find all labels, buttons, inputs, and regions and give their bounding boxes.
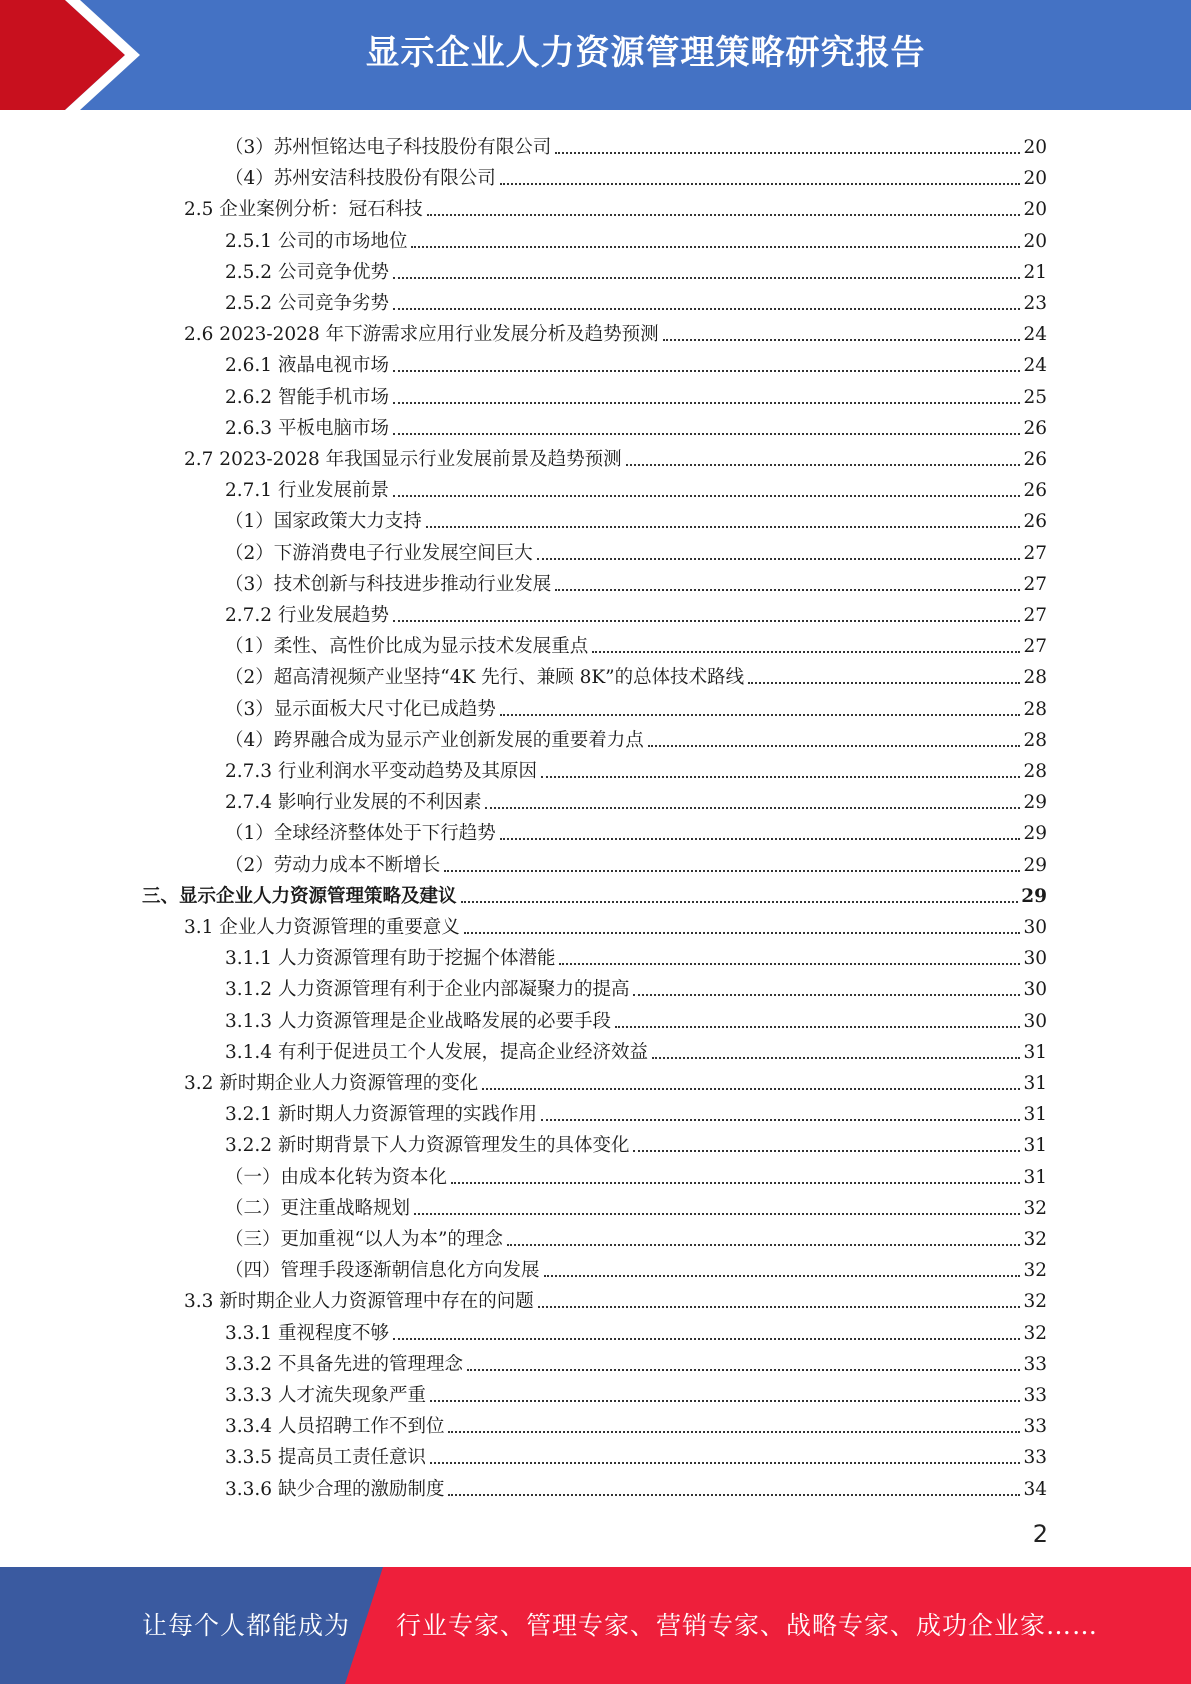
toc-entry-page: 20 <box>1023 230 1047 252</box>
toc-entry[interactable] <box>225 1095 1047 1126</box>
toc-entry-page: 20 <box>1023 199 1047 221</box>
toc-entry-title: 3.3.3 人才流失现象严重 <box>225 1385 426 1406</box>
toc-entry-page: 33 <box>1023 1385 1047 1406</box>
toc-entry-title: 2.6.1 液晶电视市场 <box>225 355 389 377</box>
toc-entry-title: 3.1.3 人力资源管理是企业战略发展的必要手段 <box>225 1010 611 1032</box>
toc-entry-page: 31 <box>1023 1104 1047 1126</box>
toc-entry[interactable] <box>225 409 1047 440</box>
toc-entry-page: 26 <box>1023 480 1047 502</box>
toc-entry-page: 27 <box>1023 573 1047 595</box>
toc-entry-title: 2.7.4 影响行业发展的不利因素 <box>225 792 482 814</box>
toc-entry-title: （3）技术创新与科技进步推动行业发展 <box>225 573 552 595</box>
toc-entry-page: 30 <box>1023 1010 1047 1032</box>
toc-dot-leader <box>393 1338 1020 1340</box>
toc-entry-page: 27 <box>1023 542 1047 564</box>
toc-entry-title: 2.7.3 行业利润水平变动趋势及其原因 <box>225 761 537 782</box>
toc-entry-page: 28 <box>1023 667 1047 689</box>
toc-entry-title: 2.7.1 行业发展前景 <box>225 480 389 502</box>
toc-entry-page: 33 <box>1023 1447 1047 1469</box>
toc-entry[interactable] <box>225 222 1047 253</box>
toc-entry-title: 2.5 企业案例分析：冠石科技 <box>184 199 423 221</box>
toc-entry[interactable] <box>225 596 1047 627</box>
toc-dot-leader <box>748 682 1020 684</box>
toc-dot-leader <box>393 402 1020 404</box>
footer-slogan-left: 让每个人都能成为 <box>142 1611 351 1640</box>
toc-entry[interactable] <box>225 721 1047 752</box>
toc-dot-leader <box>544 1275 1021 1277</box>
toc-dot-leader <box>482 1088 1020 1090</box>
toc-entry-page: 31 <box>1023 1166 1047 1188</box>
toc-dot-leader <box>592 651 1020 653</box>
toc-dot-leader <box>411 246 1020 248</box>
toc-entry-title: （一）由成本化转为资本化 <box>225 1166 448 1188</box>
toc-entry[interactable] <box>184 908 1047 939</box>
toc-entry-title: 3.2.2 新时期背景下人力资源管理发生的具体变化 <box>225 1135 630 1157</box>
toc-entry-title: 3.3.5 提高员工责任意识 <box>225 1447 426 1469</box>
toc-entry-title: 3.3.1 重视程度不够 <box>225 1322 389 1344</box>
toc-dot-leader <box>626 464 1021 466</box>
toc-entry-title: 2.6.3 平板电脑市场 <box>225 417 389 439</box>
toc-entry-title: 3.1 企业人力资源管理的重要意义 <box>184 917 460 938</box>
toc-entry-page: 27 <box>1023 605 1047 626</box>
toc-entry[interactable] <box>225 159 1047 190</box>
toc-entry[interactable] <box>225 1376 1047 1407</box>
toc-dot-leader <box>537 558 1021 560</box>
toc-dot-leader <box>451 1182 1020 1184</box>
toc-entry-title: 3.3.4 人员招聘工作不到位 <box>225 1416 445 1438</box>
toc-entry-title: （4）苏州安洁科技股份有限公司 <box>225 168 496 190</box>
toc-entry-title: 3.1.2 人力资源管理有利于企业内部凝聚力的提高 <box>225 979 630 1001</box>
toc-entry-page: 31 <box>1023 1073 1047 1094</box>
toc-entry[interactable] <box>184 1282 1047 1313</box>
toc-entry[interactable] <box>225 1314 1047 1345</box>
toc-dot-leader <box>414 1213 1020 1215</box>
toc-entry[interactable] <box>225 534 1047 565</box>
toc-entry[interactable] <box>225 1220 1047 1251</box>
toc-entry-title: （2）超高清视频产业坚持“4K 先行、兼顾 8K”的总体技术路线 <box>225 667 745 689</box>
toc-entry-title: 3.3 新时期企业人力资源管理中存在的问题 <box>184 1291 534 1313</box>
toc-entry-page: 26 <box>1023 511 1047 533</box>
toc-dot-leader <box>538 1306 1021 1308</box>
toc-entry[interactable] <box>225 814 1047 845</box>
footer-slogan-right: 行业专家、管理专家、营销专家、战略专家、成功企业家…… <box>396 1611 1099 1640</box>
toc-dot-leader <box>467 1369 1020 1371</box>
toc-entry[interactable] <box>225 346 1047 377</box>
toc-dot-leader <box>427 214 1021 216</box>
toc-entry-title: 2.5.2 公司竞争优势 <box>225 261 389 283</box>
toc-entry-page: 34 <box>1023 1478 1047 1500</box>
toc-dot-leader <box>555 152 1020 154</box>
toc-dot-leader <box>444 870 1020 872</box>
toc-entry[interactable] <box>225 658 1047 689</box>
page-footer <box>0 1567 1191 1684</box>
toc-entry-title: 三、显示企业人力资源管理策略及建议 <box>142 885 457 907</box>
toc-entry[interactable] <box>225 1126 1047 1157</box>
page-number: 2 <box>1032 1520 1048 1548</box>
toc-entry[interactable] <box>225 783 1047 814</box>
toc-entry[interactable] <box>225 1251 1047 1282</box>
toc-entry-page: 20 <box>1023 168 1047 190</box>
toc-entry-page: 28 <box>1023 729 1047 751</box>
toc-entry-title: 2.5.1 公司的市场地位 <box>225 230 408 252</box>
toc-entry-page: 21 <box>1023 261 1047 283</box>
toc-entry-page: 28 <box>1023 761 1047 782</box>
toc-entry[interactable] <box>225 1189 1047 1220</box>
toc-entry-page: 32 <box>1023 1291 1047 1313</box>
toc-dot-leader <box>461 901 1019 903</box>
toc-entry[interactable] <box>225 565 1047 596</box>
toc-entry-page: 30 <box>1023 979 1047 1001</box>
toc-entry-title: （2）下游消费电子行业发展空间巨大 <box>225 542 533 564</box>
toc-entry-page: 32 <box>1023 1197 1047 1219</box>
toc-entry-page: 29 <box>1023 823 1047 845</box>
toc-dot-leader <box>615 1026 1020 1028</box>
toc-entry[interactable] <box>225 690 1047 721</box>
toc-entry[interactable] <box>225 627 1047 658</box>
toc-entry-title: 3.3.6 缺少合理的激励制度 <box>225 1478 445 1500</box>
toc-entry[interactable] <box>225 284 1047 315</box>
toc-entry-page: 28 <box>1023 698 1047 720</box>
toc-entry-page: 30 <box>1023 948 1047 970</box>
toc-entry-page: 31 <box>1023 1041 1047 1063</box>
toc-entry[interactable] <box>184 440 1047 471</box>
toc-entry-title: 2.7 2023-2028 年我国显示行业发展前景及趋势预测 <box>184 449 622 470</box>
toc-entry-title: 2.5.2 公司竞争劣势 <box>225 293 389 314</box>
toc-entry-page: 23 <box>1023 293 1047 314</box>
toc-entry-page: 24 <box>1023 355 1047 377</box>
toc-dot-leader <box>393 433 1020 435</box>
toc-entry[interactable] <box>142 877 1047 908</box>
toc-entry-page: 30 <box>1023 917 1047 938</box>
toc-entry-title: （1）柔性、高性价比成为显示技术发展重点 <box>225 636 589 658</box>
toc-entry[interactable] <box>225 1407 1047 1438</box>
toc-entry-title: （1）全球经济整体处于下行趋势 <box>225 823 496 845</box>
toc-entry-title: （1）国家政策大力支持 <box>225 511 422 533</box>
toc-dot-leader <box>648 745 1021 747</box>
toc-dot-leader <box>541 1119 1020 1121</box>
toc-dot-leader <box>393 277 1020 279</box>
toc-entry-title: 3.1.4 有利于促进员工个人发展，提高企业经济效益 <box>225 1041 648 1063</box>
toc-entry-title: 2.6 2023-2028 年下游需求应用行业发展分析及趋势预测 <box>184 324 659 346</box>
page-header <box>0 0 1191 110</box>
toc-entry-page: 33 <box>1023 1416 1047 1438</box>
toc-entry-page: 25 <box>1023 386 1047 408</box>
toc-dot-leader <box>500 183 1021 185</box>
toc-entry[interactable] <box>225 970 1047 1001</box>
toc-entry-title: （三）更加重视“以人为本”的理念 <box>225 1229 503 1250</box>
toc-entry[interactable] <box>225 253 1047 284</box>
toc-entry[interactable] <box>225 1438 1047 1469</box>
toc-dot-leader <box>633 994 1020 996</box>
toc-dot-leader <box>464 932 1021 934</box>
toc-entry[interactable] <box>225 752 1047 783</box>
toc-entry-page: 29 <box>1021 885 1047 907</box>
toc-dot-leader <box>559 963 1020 965</box>
toc-entry-title: （二）更注重战略规划 <box>225 1197 411 1219</box>
toc-entry-page: 32 <box>1023 1260 1047 1282</box>
toc-entry-page: 20 <box>1023 137 1047 158</box>
toc-dot-leader <box>448 1494 1020 1496</box>
toc-entry[interactable] <box>225 1002 1047 1033</box>
toc-dot-leader <box>507 1244 1021 1246</box>
toc-entry-page: 32 <box>1023 1322 1047 1344</box>
toc-entry-page: 33 <box>1023 1353 1047 1375</box>
toc-entry-page: 32 <box>1023 1229 1047 1250</box>
toc-dot-leader <box>426 526 1021 528</box>
toc-entry-page: 27 <box>1023 636 1047 658</box>
toc-entry[interactable] <box>225 846 1047 877</box>
toc-entry-title: 2.6.2 智能手机市场 <box>225 386 389 408</box>
toc-dot-leader <box>448 1431 1020 1433</box>
toc-entry-title: 3.2.1 新时期人力资源管理的实践作用 <box>225 1104 537 1126</box>
toc-dot-leader <box>663 339 1021 341</box>
toc-entry-title: 3.2 新时期企业人力资源管理的变化 <box>184 1073 479 1094</box>
toc-dot-leader <box>555 589 1020 591</box>
toc-entry-title: 2.7.2 行业发展趋势 <box>225 605 389 626</box>
toc-entry[interactable] <box>225 1158 1047 1189</box>
toc-entry-page: 29 <box>1023 792 1047 814</box>
toc-entry-page: 26 <box>1023 449 1047 470</box>
toc-dot-leader <box>541 776 1020 778</box>
toc-entry-page: 31 <box>1023 1135 1047 1157</box>
toc-entry[interactable] <box>225 1345 1047 1376</box>
toc-entry[interactable] <box>225 1033 1047 1064</box>
toc-entry-page: 24 <box>1023 324 1047 346</box>
toc-dot-leader <box>500 838 1021 840</box>
toc-entry-title: 3.1.1 人力资源管理有助于挖掘个体潜能 <box>225 948 556 970</box>
report-title: 显示企业人力资源管理策略研究报告 <box>365 33 926 73</box>
toc-entry[interactable] <box>184 190 1047 221</box>
toc-entry[interactable] <box>225 502 1047 533</box>
toc-dot-leader <box>393 495 1020 497</box>
toc-dot-leader <box>430 1462 1020 1464</box>
toc-dot-leader <box>430 1400 1020 1402</box>
toc-entry[interactable] <box>184 315 1047 346</box>
toc-entry-title: （3）苏州恒铭达电子科技股份有限公司 <box>225 137 552 158</box>
toc-dot-leader <box>393 620 1020 622</box>
toc-entry[interactable] <box>184 1064 1047 1095</box>
toc-entry[interactable] <box>225 128 1047 159</box>
toc-dot-leader <box>652 1057 1020 1059</box>
toc-dot-leader <box>500 714 1021 716</box>
toc-entry[interactable] <box>225 939 1047 970</box>
toc-dot-leader <box>393 308 1020 310</box>
toc-entry-title: （2）劳动力成本不断增长 <box>225 854 441 876</box>
toc-entry-title: 3.3.2 不具备先进的管理理念 <box>225 1353 463 1375</box>
toc-dot-leader <box>485 807 1020 809</box>
toc-entry-page: 26 <box>1023 417 1047 439</box>
toc-entry[interactable] <box>225 1470 1047 1501</box>
toc-dot-leader <box>633 1150 1020 1152</box>
toc-entry[interactable] <box>225 378 1047 409</box>
toc-entry-title: （四）管理手段逐渐朝信息化方向发展 <box>225 1260 540 1282</box>
toc-entry-title: （4）跨界融合成为显示产业创新发展的重要着力点 <box>225 729 644 751</box>
toc-entry[interactable] <box>225 471 1047 502</box>
toc-dot-leader <box>393 370 1020 372</box>
toc-entry-page: 29 <box>1023 854 1047 876</box>
toc-entry-title: （3）显示面板大尺寸化已成趋势 <box>225 698 496 720</box>
